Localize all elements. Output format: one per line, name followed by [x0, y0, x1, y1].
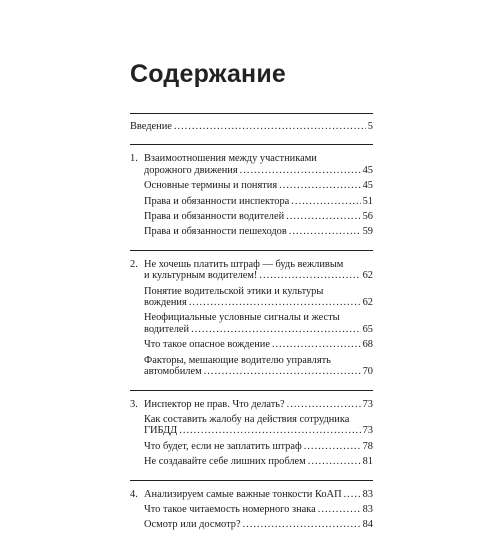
top-divider: [130, 113, 373, 114]
dot-leader: [174, 121, 366, 132]
toc-item: [144, 504, 373, 515]
toc-item-title: Права и обязанности водителей: [144, 211, 285, 223]
chapter-page: 73: [362, 398, 373, 410]
divider: [130, 472, 373, 481]
dot-leader: [240, 165, 361, 176]
toc-item-page: 45: [362, 180, 373, 192]
toc-item-page: 78: [362, 440, 373, 452]
toc-item-title: Права и обязанности инспектора: [144, 195, 290, 207]
toc-item-title: Права и обязанности пешеходов: [144, 226, 287, 238]
chapter-title: Анализируем самые важные тонкости КоАП: [144, 488, 342, 500]
toc-item-page: 65: [362, 323, 373, 335]
toc-chapter-3: [130, 399, 373, 410]
toc-intro: [130, 121, 373, 132]
toc-item-title: Не создавайте себе лишних проблем: [144, 456, 306, 468]
dot-leader: [304, 441, 361, 452]
toc-item: [144, 286, 373, 309]
toc-item-title: Основные термины и понятия: [144, 180, 278, 192]
toc-item-title-line2: автомобилем: [144, 366, 202, 378]
toc-item-page: 73: [362, 425, 373, 437]
chapter-number: 4.: [130, 488, 138, 500]
toc-item-title: Что будет, если не заплатить штраф: [144, 440, 302, 452]
dot-leader: [179, 425, 360, 436]
toc-item-title-line1: Неофициальные условные сигналы и жесты: [144, 312, 340, 324]
toc-intro-page: 5: [367, 121, 373, 132]
chapter-title-line2: дорожного движения: [144, 164, 238, 176]
chapter-page: 62: [362, 270, 373, 282]
table-of-contents: [130, 121, 373, 535]
toc-item: [144, 312, 373, 335]
toc-chapter-4: [130, 489, 373, 500]
dot-leader: [287, 399, 361, 410]
dot-leader: [318, 504, 361, 515]
chapter-page: 83: [362, 488, 373, 500]
toc-item: [144, 414, 373, 437]
toc-item: [144, 441, 373, 452]
dot-leader: [291, 196, 360, 207]
toc-item: [144, 519, 373, 530]
toc-item-title-line2: вождения: [144, 297, 187, 309]
toc-item: [144, 456, 373, 467]
chapter-title-line2: и культурным водителем!: [144, 270, 258, 282]
toc-chapter-1: [130, 153, 373, 176]
chapter-title: Инспектор не прав. Что делать?: [144, 398, 285, 410]
toc-item-title-line2: водителей: [144, 323, 190, 335]
toc-item-page: 70: [362, 366, 373, 378]
toc-item-page: 51: [362, 195, 373, 207]
toc-chapter-2: [130, 259, 373, 282]
toc-item: [144, 339, 373, 350]
toc-item: [144, 355, 373, 378]
chapter-number: 3.: [130, 398, 138, 410]
toc-item-title: Что такое читаемость номерного знака: [144, 503, 316, 515]
dot-leader: [344, 489, 361, 500]
divider: [130, 382, 373, 391]
dot-leader: [289, 226, 361, 237]
toc-item-page: 68: [362, 339, 373, 351]
toc-item-page: 59: [362, 226, 373, 238]
page-title: Содержание: [130, 60, 287, 88]
toc-item-page: 56: [362, 211, 373, 223]
divider: [130, 242, 373, 251]
toc-item: [144, 211, 373, 222]
dot-leader: [243, 519, 361, 530]
chapter-number: 1.: [130, 153, 138, 165]
toc-item-title-line2: ГИБДД: [144, 425, 178, 437]
toc-item: [144, 196, 373, 207]
chapter-title-line1: Не хочешь платить штраф — будь вежливым: [144, 258, 344, 270]
dot-leader: [204, 366, 361, 377]
toc-item-page: 83: [362, 503, 373, 515]
toc-item-page: 84: [362, 519, 373, 531]
chapter-number: 2.: [130, 258, 138, 270]
toc-item-page: 81: [362, 456, 373, 468]
toc-item-title: Осмотр или досмотр?: [144, 519, 241, 531]
toc-item-page: 62: [362, 297, 373, 309]
toc-item-title: Что такое опасное вождение: [144, 339, 270, 351]
divider: [130, 136, 373, 145]
toc-item: [144, 226, 373, 237]
toc-intro-title: Введение: [130, 121, 172, 132]
dot-leader: [189, 297, 361, 308]
dot-leader: [191, 324, 361, 335]
chapter-page: 45: [362, 164, 373, 176]
toc-item: [144, 180, 373, 191]
chapter-title-line1: Взаимоотношения между участниками: [144, 153, 317, 165]
toc-item-title-line1: Факторы, мешающие водителю управлять: [144, 354, 331, 366]
dot-leader: [286, 211, 360, 222]
toc-item-title-line1: Как составить жалобу на действия сотрудника: [144, 413, 350, 425]
dot-leader: [259, 270, 360, 281]
dot-leader: [308, 456, 361, 467]
dot-leader: [272, 339, 361, 350]
toc-item-title-line1: Понятие водительской этики и культуры: [144, 285, 324, 297]
dot-leader: [279, 180, 360, 191]
